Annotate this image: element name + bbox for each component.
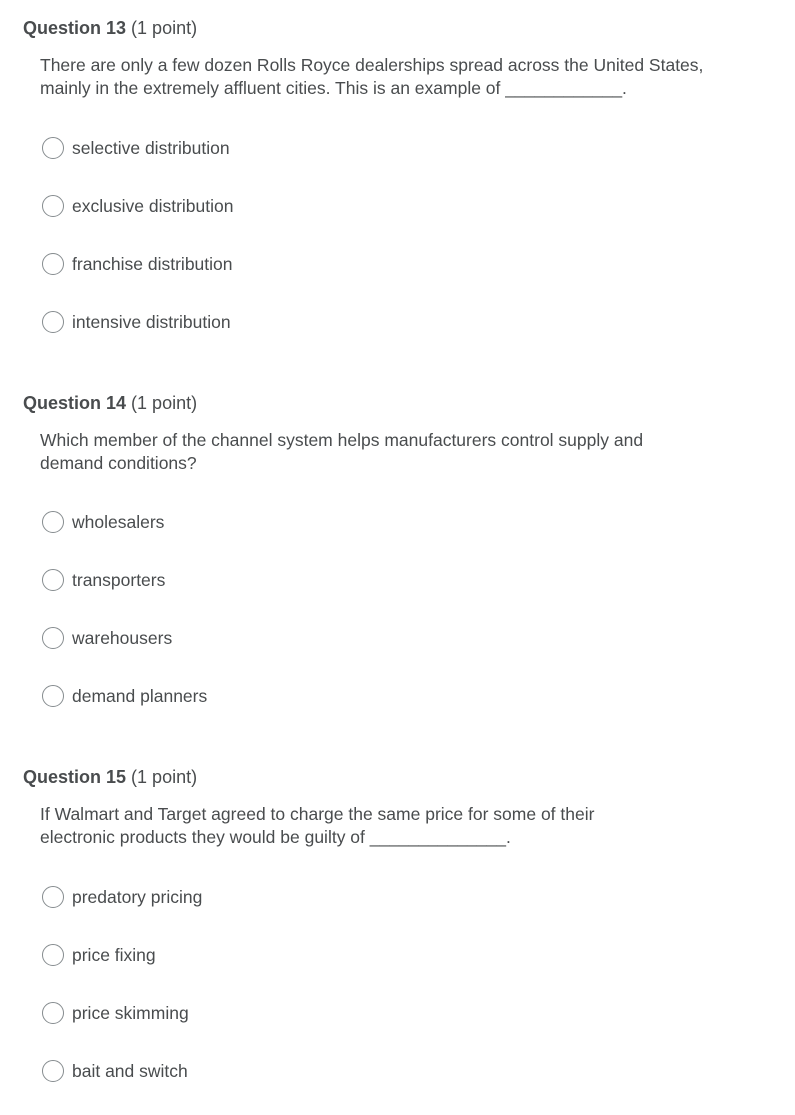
radio-button[interactable]: [42, 627, 64, 649]
question-header: [23, 766, 197, 788]
answer-option[interactable]: [42, 1000, 189, 1026]
answer-option-label[interactable]: wholesalers: [72, 511, 165, 532]
answer-option[interactable]: [42, 309, 231, 335]
question-text-line: There are only a few dozen Rolls Royce dealerships spread across the United States,: [40, 55, 704, 75]
question-points: (1 point): [131, 18, 198, 38]
question-text-line: electronic products they would be guilty of ______________.: [40, 827, 511, 847]
answer-option-label[interactable]: exclusive distribution: [72, 195, 234, 216]
answer-option-label[interactable]: transporters: [72, 569, 166, 590]
question-header: [23, 17, 197, 39]
radio-button[interactable]: [42, 1060, 64, 1082]
answer-option[interactable]: [42, 683, 207, 709]
question-title: Question 13: [23, 18, 127, 38]
answer-option[interactable]: [42, 251, 233, 277]
answer-option[interactable]: [42, 567, 165, 593]
question-title: Question 14: [23, 393, 127, 413]
answer-option-label[interactable]: intensive distribution: [72, 311, 231, 332]
answer-option[interactable]: [42, 1058, 188, 1084]
answer-option-label[interactable]: bait and switch: [72, 1060, 188, 1081]
question-title: Question 15: [23, 767, 127, 787]
answer-option[interactable]: [42, 509, 164, 535]
answer-option[interactable]: [42, 135, 230, 161]
answer-option-label[interactable]: demand planners: [72, 685, 208, 706]
question-text-line: demand conditions?: [40, 453, 197, 473]
radio-button[interactable]: [42, 886, 64, 908]
question-text: [40, 54, 770, 100]
answer-option[interactable]: [42, 193, 233, 219]
question-text: [40, 803, 770, 849]
answer-option[interactable]: [42, 884, 202, 910]
answer-option[interactable]: [42, 942, 156, 968]
radio-button[interactable]: [42, 311, 64, 333]
answer-option-label[interactable]: predatory pricing: [72, 886, 203, 907]
answer-option-label[interactable]: franchise distribution: [72, 253, 233, 274]
radio-button[interactable]: [42, 137, 64, 159]
radio-button[interactable]: [42, 511, 64, 533]
radio-button[interactable]: [42, 569, 64, 591]
answer-option-label[interactable]: price fixing: [72, 944, 156, 965]
question-text: [40, 429, 770, 475]
radio-button[interactable]: [42, 253, 64, 275]
answer-option[interactable]: [42, 625, 172, 651]
question-points: (1 point): [131, 767, 198, 787]
radio-button[interactable]: [42, 195, 64, 217]
question-points: (1 point): [131, 393, 198, 413]
radio-button[interactable]: [42, 944, 64, 966]
answer-option-label[interactable]: price skimming: [72, 1002, 189, 1023]
radio-button[interactable]: [42, 1002, 64, 1024]
answer-option-label[interactable]: warehousers: [72, 627, 173, 648]
question-header: [23, 392, 197, 414]
radio-button[interactable]: [42, 685, 64, 707]
question-text-line: Which member of the channel system helps manufacturers control supply and: [40, 430, 644, 450]
answer-option-label[interactable]: selective distribution: [72, 137, 230, 158]
question-text-line: mainly in the extremely affluent cities. This is an example of ____________.: [40, 78, 627, 98]
question-text-line: If Walmart and Target agreed to charge the same price for some of their: [40, 804, 595, 824]
